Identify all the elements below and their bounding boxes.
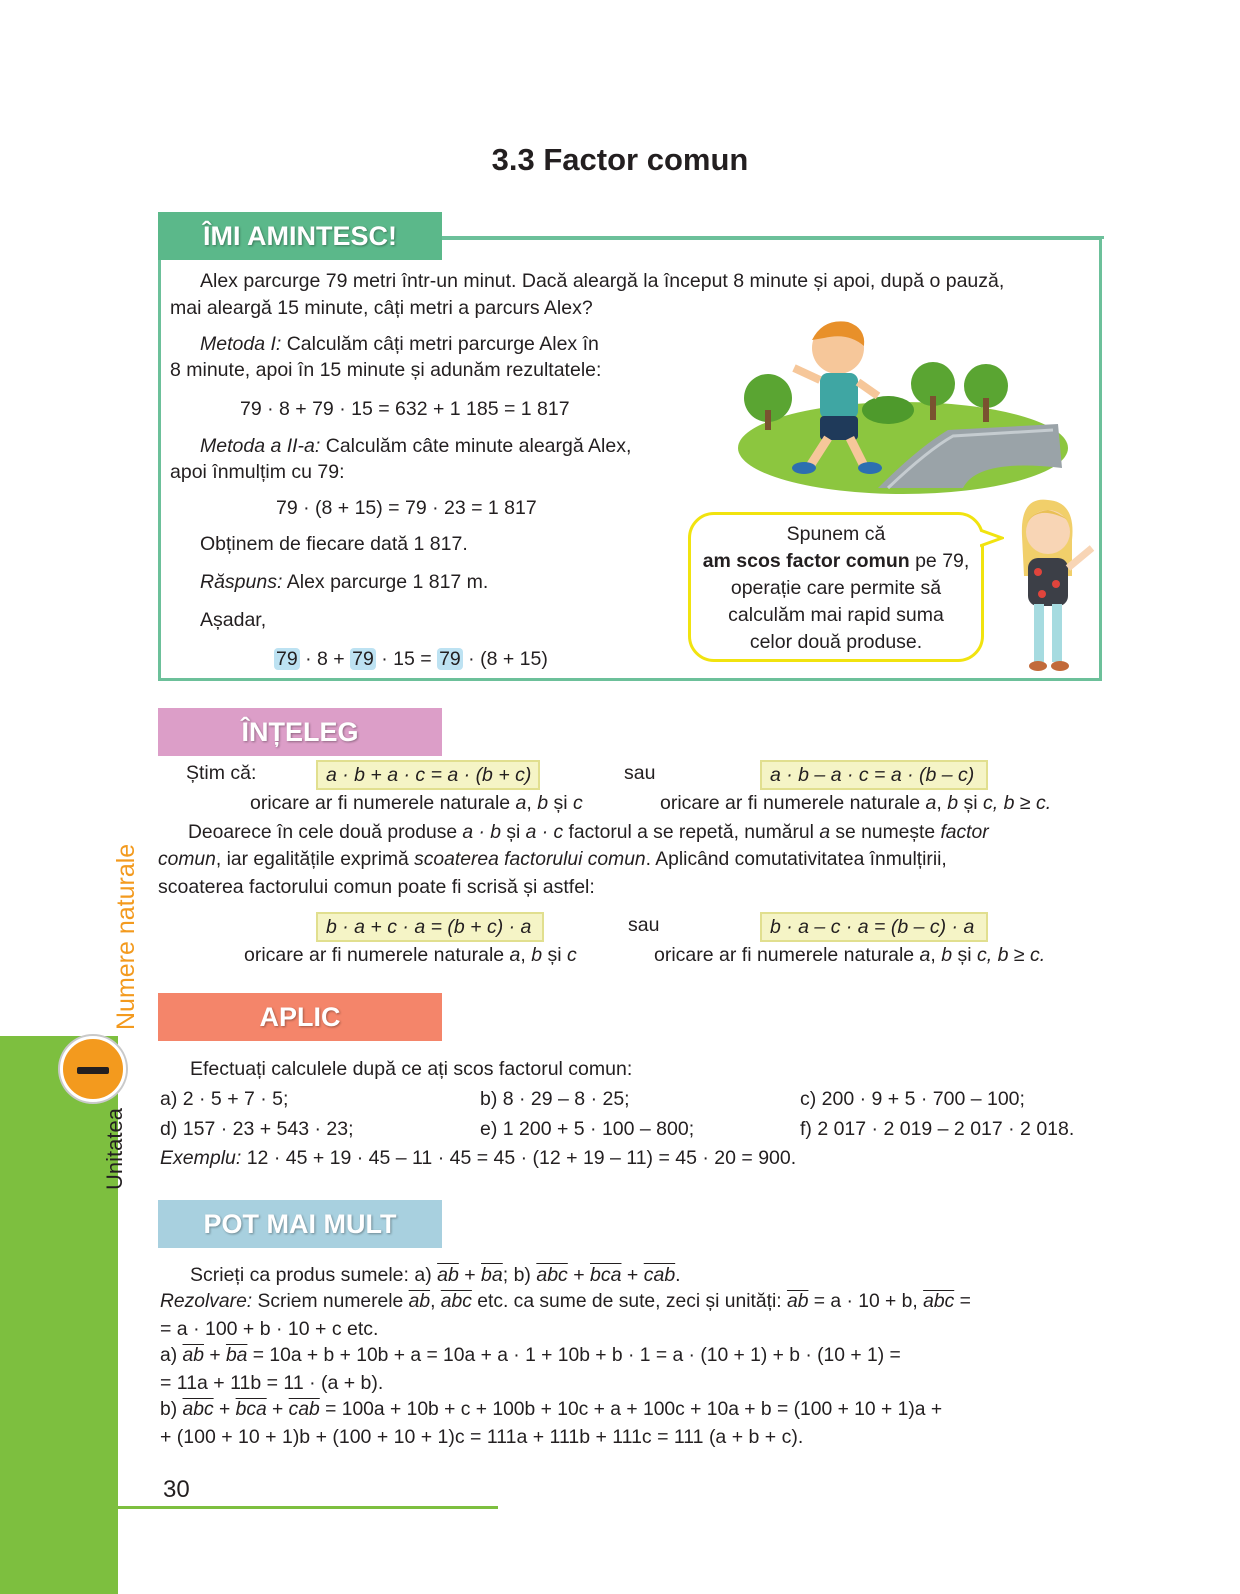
var-a: a xyxy=(919,944,931,966)
solution-b-text: = 100a + 10b + c + 100b + 10c + a + 100c + 10a + b = (100 + 10 + 1)a + xyxy=(319,1399,943,1420)
condition-prefix: oricare ar fi numerele naturale xyxy=(244,944,510,966)
problem-line-1: Alex parcurge 79 metri într-un minut. Dacă aleargă la început 8 minute și apoi, după o pauză, xyxy=(200,270,1005,292)
exercise-a: a) 2 · 5 + 7 · 5; xyxy=(160,1088,289,1110)
rez-eq: = a · 10 + b, xyxy=(808,1291,924,1312)
metoda1-text: Calculăm câți metri parcurge Alex în xyxy=(281,333,599,355)
highlight-79: 79 xyxy=(439,648,461,670)
raspuns-text: Alex parcurge 1 817 m. xyxy=(282,571,489,593)
overline-ba: $\overline{ba}$ xyxy=(481,1264,503,1286)
condition-2 xyxy=(660,792,1051,815)
overline-cab: $\overline{cab}$ xyxy=(288,1399,320,1420)
aplic-intro: Efectuați calculele după ce ați scos factorul comun: xyxy=(190,1058,633,1080)
unit-word: Unitatea xyxy=(102,1108,127,1190)
var-b: b xyxy=(537,792,549,814)
exemplu-label: Exemplu: xyxy=(160,1147,242,1169)
final-formula xyxy=(274,648,548,671)
para-comun: comun xyxy=(158,849,216,870)
para-ac: a · c xyxy=(525,822,564,843)
footer-line xyxy=(118,1506,498,1509)
overline-bca: $\overline{bca}$ xyxy=(590,1264,622,1286)
obtinem-text: Obținem de fiecare dată 1 817. xyxy=(200,533,468,555)
solution-b-line-1: b) $\overline{abc} + \overline{bca} + \overline{cab} = 100a + 10b + c + 100b + 10c + a + 100c + 10a + b = (100 + 10 + 1)a$ + xyxy=(160,1399,943,1420)
sau-2: sau xyxy=(628,914,660,936)
overline-bca: $\overline{bca}$ xyxy=(235,1399,267,1420)
para-text: factorul a se repetă, numărul xyxy=(563,822,820,843)
bubble-line-2 xyxy=(691,548,981,575)
final-part-1: · 8 + xyxy=(299,648,351,670)
unit-title: Numere naturale xyxy=(112,843,140,1030)
var-c: c xyxy=(977,944,987,966)
var-b: b xyxy=(947,792,959,814)
exercise-c: c) 200 · 9 + 5 · 700 – 100; xyxy=(800,1088,1025,1110)
metoda1-formula: 79 · 8 + 79 · 15 = 632 + 1 185 = 1 817 xyxy=(240,398,570,420)
aplic-label: APLIC xyxy=(158,993,442,1041)
var-a: a xyxy=(925,792,937,814)
sep: , xyxy=(930,944,942,966)
exemplu-text: 12 · 45 + 19 · 45 – 11 · 45 = 45 · (12 + 19 – 11) = 45 · 20 = 900. xyxy=(241,1147,797,1169)
para-ab: a · b xyxy=(462,822,502,843)
formula-box-1: a · b + a · c = a · (b + c) xyxy=(316,760,540,790)
highlight-79: 79 xyxy=(276,648,298,670)
solution-a-line-1: a) $\overline{ab} + \overline{ba} = 10a + b + 10b + a = 10a + a \cdot 1 + 10b + b \cdot 1 = a \cdot (10 + 1) + b \cdot (10 + 1)$ = xyxy=(160,1345,901,1366)
speech-bubble xyxy=(688,512,984,662)
stim-ca: Știm că: xyxy=(186,762,257,784)
overline-ab: $\overline{ab}$ xyxy=(786,1291,809,1312)
rez-eq: = xyxy=(954,1291,971,1312)
metoda2-line-1 xyxy=(200,435,631,458)
overline-cab: $\overline{cab}$ xyxy=(643,1264,676,1286)
rez-text: etc. ca sume de sute, zeci și unități: xyxy=(471,1291,787,1312)
overline-abc: $\overline{abc}$ xyxy=(923,1291,955,1312)
bubble-line-5: celor două produse. xyxy=(749,631,923,653)
metoda2-text: Calculăm câte minute aleargă Alex, xyxy=(320,435,632,457)
condition-suffix: , b ≥ c. xyxy=(986,944,1046,966)
para-line-1 xyxy=(188,822,989,844)
var-c: c xyxy=(573,792,583,814)
intro-text: Scrieți ca produs sumele: a) xyxy=(190,1264,438,1286)
sau-1: sau xyxy=(624,762,656,784)
highlight-79: 79 xyxy=(352,648,374,670)
final-part-2: · 15 = xyxy=(375,648,438,670)
metoda2-formula: 79 · (8 + 15) = 79 · 23 = 1 817 xyxy=(276,497,537,519)
sep: , xyxy=(526,792,538,814)
final-part-3: · (8 + 15) xyxy=(462,648,548,670)
formula-box-2: a · b – a · c = a · (b – c) xyxy=(760,760,988,790)
condition-prefix: oricare ar fi numerele naturale xyxy=(654,944,920,966)
solution-a-text: = 10a + b + 10b + a = 10a + a · 1 + 10b + b · 1 = a · (10 + 1) + b · (10 + 1) = xyxy=(247,1345,901,1366)
rezolvare-line-2: = a · 100 + b · 10 + c etc. xyxy=(160,1318,379,1340)
metoda2-label: Metoda a II-a: xyxy=(200,435,321,457)
asadar-text: Așadar, xyxy=(200,609,267,631)
metoda2-line-2: apoi înmulțim cu 79: xyxy=(170,461,345,483)
inteleg-label: ÎNȚELEG xyxy=(158,708,442,756)
si: și xyxy=(548,792,574,814)
bubble-line-3: operație care permite să xyxy=(730,577,942,599)
solution-b-line-2: + (100 + 10 + 1)b + (100 + 10 + 1)c = 111a + 111b + 111c = 111 (a + b + c). xyxy=(160,1426,804,1448)
exercise-d: d) 157 · 23 + 543 · 23; xyxy=(160,1118,354,1140)
sep: , xyxy=(936,792,948,814)
page-number: 30 xyxy=(163,1476,190,1503)
overline-ab: $\overline{ab}$ xyxy=(437,1264,459,1286)
bubble-line-1: Spunem că xyxy=(786,523,886,545)
rezolvare-label: Rezolvare: xyxy=(160,1291,253,1312)
para-text: Deoarece în cele două produse xyxy=(188,822,463,843)
problem-line-2: mai aleargă 15 minute, câți metri a parcurs Alex? xyxy=(170,297,593,319)
formula-box-3: b · a + c · a = (b + c) · a xyxy=(316,912,544,942)
sep: , xyxy=(520,944,532,966)
para-text: se numește xyxy=(830,822,941,843)
roman-one-icon xyxy=(77,1067,109,1074)
solution-a-line-2: = 11a + 11b = 11 · (a + b). xyxy=(160,1372,384,1394)
rezolvare-line-1: Rezolvare: Scriem numerele $\overline{ab}$, $\overline{abc}$ etc. ca sume de sute, zeci și unități: $\overline{ab} = a \cdot 10 + b$, $\overline{abc}$ = xyxy=(160,1291,971,1312)
para-text: , iar egalitățile exprimă xyxy=(215,849,415,870)
raspuns-line xyxy=(200,571,488,594)
para-factor: factor xyxy=(940,822,989,843)
girl-illustration xyxy=(1008,496,1104,676)
metoda1-line-1 xyxy=(200,333,599,356)
para-si: și xyxy=(501,822,526,843)
overline-abc: $\overline{abc}$ xyxy=(536,1264,568,1286)
exercise-b: b) 8 · 29 – 8 · 25; xyxy=(480,1088,630,1110)
overline-ba: $\overline{ba}$ xyxy=(225,1345,248,1366)
var-a: a xyxy=(515,792,527,814)
raspuns-label: Răspuns: xyxy=(200,571,283,593)
bubble-bold: am scos factor comun xyxy=(702,550,910,572)
exercise-f: f) 2 017 · 2 019 – 2 017 · 2 018. xyxy=(800,1118,1075,1140)
si: și xyxy=(542,944,568,966)
pot-mai-mult-label: POT MAI MULT xyxy=(158,1200,442,1248)
bubble-line-4: calculăm mai rapid suma xyxy=(728,604,944,626)
overline-ab: $\overline{ab}$ xyxy=(408,1291,431,1312)
metoda1-line-2: 8 minute, apoi în 15 minute și adunăm rezultatele: xyxy=(170,359,602,381)
para-line-2 xyxy=(158,849,947,871)
unit-sidebar xyxy=(0,1036,118,1594)
overline-abc: $\overline{abc}$ xyxy=(182,1399,214,1420)
para-line-3: scoaterea factorului comun poate fi scrisă și astfel: xyxy=(158,876,595,898)
page-title: 3.3 Factor comun xyxy=(491,142,749,177)
running-boy-illustration xyxy=(728,318,1068,494)
var-a: a xyxy=(509,944,521,966)
si: și xyxy=(958,792,984,814)
condition-4 xyxy=(654,944,1045,967)
si: și xyxy=(952,944,978,966)
rez-text: Scriem numerele xyxy=(252,1291,409,1312)
imi-amintesc-topline xyxy=(442,236,1104,239)
unit-number-icon xyxy=(60,1036,126,1102)
condition-3 xyxy=(244,944,577,967)
condition-prefix: oricare ar fi numerele naturale xyxy=(660,792,926,814)
metoda1-label: Metoda I: xyxy=(200,333,282,355)
imi-amintesc-label: ÎMI AMINTESC! xyxy=(158,212,442,260)
para-text: . Aplicând comutativitatea înmulțirii, xyxy=(645,849,947,870)
var-c: c xyxy=(983,792,993,814)
condition-1 xyxy=(250,792,583,815)
var-b: b xyxy=(941,944,953,966)
formula-box-4: b · a – c · a = (b – c) · a xyxy=(760,912,988,942)
para-a: a xyxy=(819,822,831,843)
exercise-e: e) 1 200 + 5 · 100 – 800; xyxy=(480,1118,695,1140)
var-b: b xyxy=(531,944,543,966)
overline-abc: $\overline{abc}$ xyxy=(440,1291,472,1312)
condition-prefix: oricare ar fi numerele naturale xyxy=(250,792,516,814)
pot-intro: Scrieți ca produs sumele: a) $\overline{ab} + \overline{ba}$; b) $\overline{abc} + \overline{bca} + \overline{cab}$. xyxy=(190,1264,681,1286)
bubble-tail-icon xyxy=(980,528,1004,548)
condition-suffix: , b ≥ c. xyxy=(992,792,1052,814)
para-scoaterea: scoaterea factorului comun xyxy=(414,849,646,870)
var-c: c xyxy=(567,944,577,966)
overline-ab: $\overline{ab}$ xyxy=(182,1345,204,1366)
bubble-after-bold: pe 79, xyxy=(909,550,970,572)
exemplu-line xyxy=(160,1147,796,1170)
